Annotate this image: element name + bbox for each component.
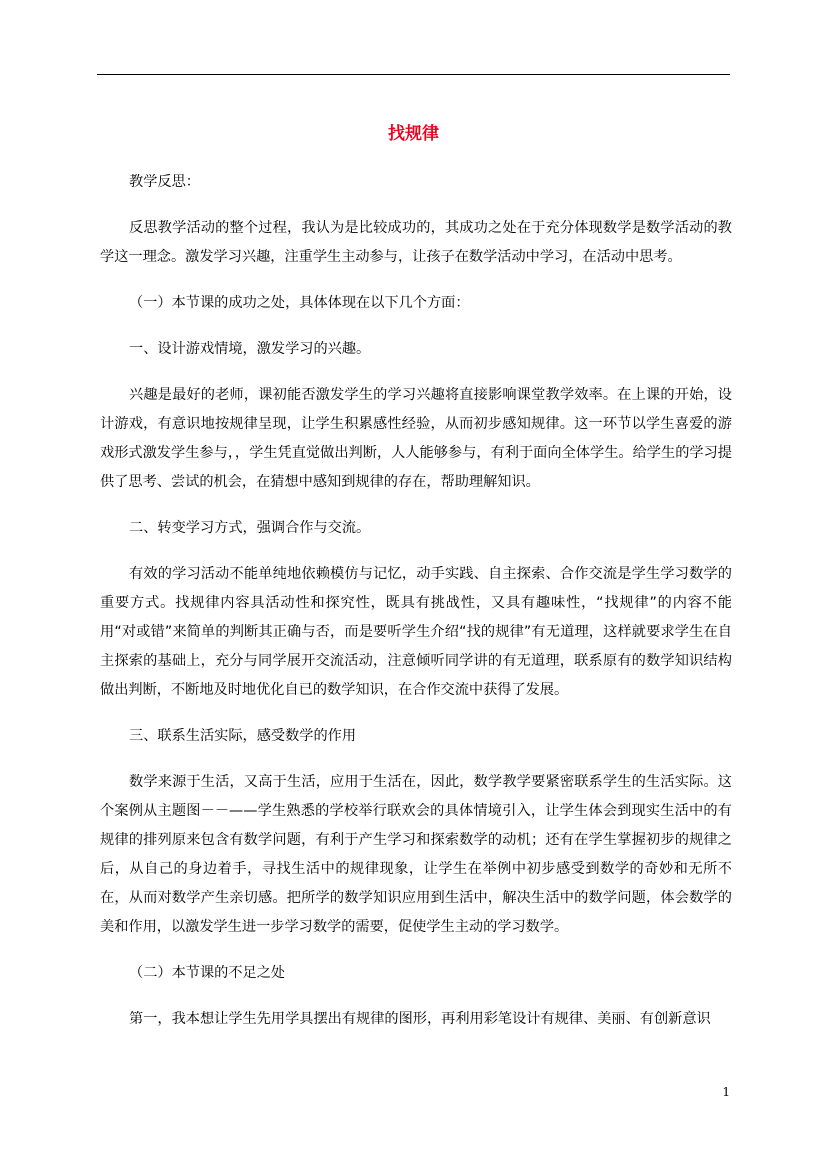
page-number: 1: [722, 1085, 730, 1099]
paragraph-point-three-heading: 三、联系生活实际，感受数学的作用: [129, 728, 357, 744]
paragraph-section-two: （二）本节课的不足之处: [129, 965, 286, 981]
paragraph-shortcoming-one: 第一，我本想让学生先用学具摆出有规律的图形，再利用彩笔设计有规律、美丽、有创新意识: [129, 1011, 711, 1027]
paragraph-point-three-body: 数学来源于生活，又高于生活，应用于生活在，因此，数学教学要紧密联系学生的生活实际。这个案例从主题图－－——学生熟悉的学校举行联欢会的具体情境引入，让学生体会到现实生活中的有规律的排列原来包含有数学问题，有利于产生学习和探索数学的动机；还有在学生掌握初步的规律之后，从自己的身边着手，寻找生活中的规律现象，让学生在举例中初步感受到数学的奇妙和无所不在，从而对数学产生亲切感。把所学的数学知识应用到生活中，解决生活中的数学问题，体会数学的美和作用，以激发学生进一步学习数学的需要，促使学生主动的学习数学。: [100, 774, 732, 935]
page-title: 找规律: [388, 124, 439, 144]
paragraph-intro: 反思教学活动的整个过程，我认为是比较成功的，其成功之处在于充分体现数学是数学活动的教学这一理念。激发学习兴趣，注重学生主动参与，让孩子在数学活动中学习，在活动中思考。: [100, 220, 732, 265]
paragraph-point-one-heading: 一、设计游戏情境，激发学习的兴趣。: [129, 341, 371, 357]
document-body: [100, 168, 761, 1051]
paragraph-point-one-body: 兴趣是最好的老师，课初能否激发学生的学习兴趣将直接影响课堂教学效率。在上课的开始，设计游戏，有意识地按规律呈现，让学生积累感性经验，从而初步感知规律。这一环节以学生喜爱的游戏形式激发学生参与，，学生凭直觉做出判断，人人能够参与，有利于面向全体学生。给学生的学习提供了思考、尝试的机会，在猜想中感知到规律的存在，帮助理解知识。: [100, 387, 732, 490]
paragraph-point-two-body: 有效的学习活动不能单纯地依赖模仿与记忆，动手实践、自主探索、合作交流是学生学习数学的 重要方式。找规律内容具活动性和探究性，既具有挑战性，又具有趣味性，“找规律”的内容不能用“对或错”来简单的判断其正确与否，而是要听学生介绍“找的规律”有无道理，这样就要求学生在自主探索的基础上，充分与同学展开交流活动，注意倾听同学讲的有无道理，联系原有的数学知识结构做出判断，不断地及时地优化自已的数学知识，在合作交流中获得了发展。: [100, 566, 761, 698]
paragraph-point-two-heading: 二、转变学习方式，强调合作与交流。: [129, 520, 371, 536]
paragraph-heading-reflection: 教学反思：: [129, 174, 200, 190]
header-rule: [97, 74, 730, 75]
paragraph-section-one: （一）本节课的成功之处，具体体现在以下几个方面：: [129, 295, 470, 311]
